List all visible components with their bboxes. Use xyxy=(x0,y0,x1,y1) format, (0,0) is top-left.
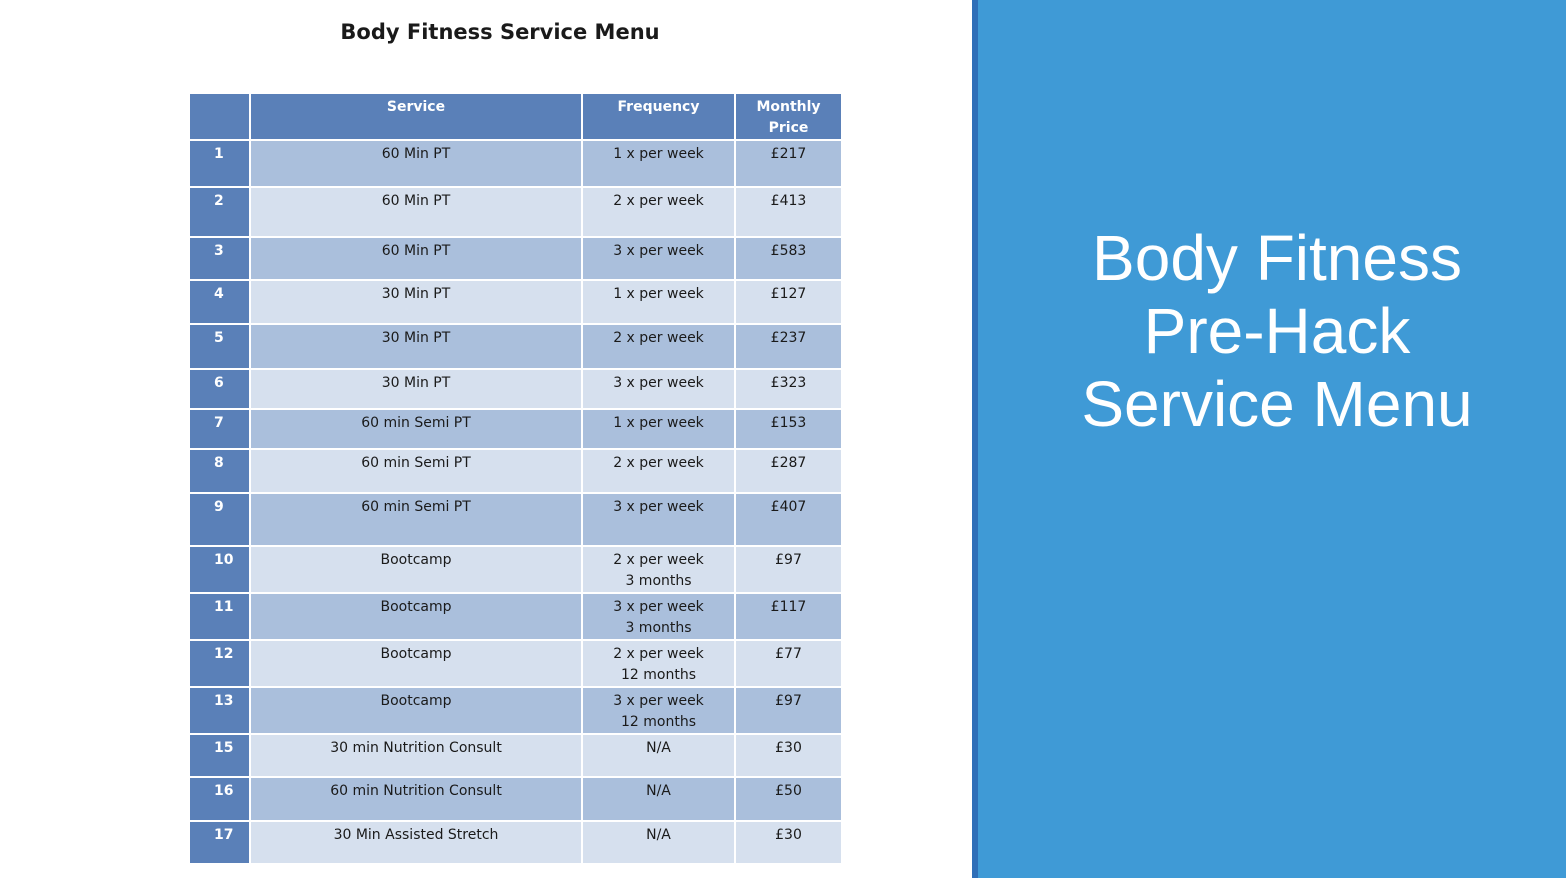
row-number: 15 xyxy=(190,734,250,777)
monthly-price: £97 xyxy=(735,546,842,593)
service-name: 60 Min PT xyxy=(250,237,582,280)
table-header-row xyxy=(190,94,842,140)
row-number: 17 xyxy=(190,821,250,864)
monthly-price: £323 xyxy=(735,369,842,409)
service-frequency: N/A xyxy=(582,734,735,777)
monthly-price: £237 xyxy=(735,324,842,369)
row-number: 16 xyxy=(190,777,250,821)
monthly-price: £127 xyxy=(735,280,842,324)
row-number: 6 xyxy=(190,369,250,409)
row-number: 10 xyxy=(190,546,250,593)
monthly-price: £583 xyxy=(735,237,842,280)
service-frequency: 2 x per week xyxy=(582,449,735,493)
row-number: 13 xyxy=(190,687,250,734)
service-frequency: 3 x per week xyxy=(582,493,735,546)
table-row xyxy=(190,187,842,237)
service-frequency: 2 x per week xyxy=(582,187,735,237)
service-menu-table xyxy=(190,94,843,865)
service-name: 60 min Semi PT xyxy=(250,493,582,546)
document-title: Body Fitness Service Menu xyxy=(340,20,660,44)
table-row xyxy=(190,546,842,593)
service-name: Bootcamp xyxy=(250,593,582,640)
row-number: 1 xyxy=(190,140,250,187)
service-name: 60 Min PT xyxy=(250,140,582,187)
table-row xyxy=(190,369,842,409)
monthly-price: £287 xyxy=(735,449,842,493)
monthly-price: £77 xyxy=(735,640,842,687)
service-name: 60 min Nutrition Consult xyxy=(250,777,582,821)
table-row xyxy=(190,449,842,493)
monthly-price: £117 xyxy=(735,593,842,640)
service-frequency: 1 x per week xyxy=(582,280,735,324)
row-number: 7 xyxy=(190,409,250,449)
table-row xyxy=(190,324,842,369)
service-frequency: 3 x per week xyxy=(582,237,735,280)
service-name: Bootcamp xyxy=(250,546,582,593)
table-row xyxy=(190,640,842,687)
table-row xyxy=(190,140,842,187)
table-row xyxy=(190,493,842,546)
slide-title-line: Pre-Hack xyxy=(1143,295,1411,367)
service-frequency: 3 x per week 12 months xyxy=(582,687,735,734)
service-name: 30 Min PT xyxy=(250,280,582,324)
row-number: 3 xyxy=(190,237,250,280)
row-number: 11 xyxy=(190,593,250,640)
monthly-price: £153 xyxy=(735,409,842,449)
service-name: Bootcamp xyxy=(250,640,582,687)
service-name: Bootcamp xyxy=(250,687,582,734)
service-frequency: 3 x per week 3 months xyxy=(582,593,735,640)
table-row xyxy=(190,821,842,864)
service-name: 60 Min PT xyxy=(250,187,582,237)
table-row xyxy=(190,777,842,821)
row-number: 5 xyxy=(190,324,250,369)
service-name: 60 min Semi PT xyxy=(250,409,582,449)
header-number xyxy=(190,94,250,140)
table-row xyxy=(190,593,842,640)
service-name: 30 min Nutrition Consult xyxy=(250,734,582,777)
monthly-price: £407 xyxy=(735,493,842,546)
table-row xyxy=(190,734,842,777)
row-number: 12 xyxy=(190,640,250,687)
monthly-price: £217 xyxy=(735,140,842,187)
table-row xyxy=(190,237,842,280)
table-body xyxy=(190,140,842,864)
header-monthly-price: Monthly Price xyxy=(735,94,842,140)
monthly-price: £50 xyxy=(735,777,842,821)
slide-title xyxy=(978,222,1566,441)
service-frequency: 3 x per week xyxy=(582,369,735,409)
service-name: 30 Min Assisted Stretch xyxy=(250,821,582,864)
service-frequency: 2 x per week 12 months xyxy=(582,640,735,687)
service-name: 60 min Semi PT xyxy=(250,449,582,493)
monthly-price: £30 xyxy=(735,734,842,777)
table-row xyxy=(190,687,842,734)
service-name: 30 Min PT xyxy=(250,369,582,409)
slide-title-panel xyxy=(978,0,1566,878)
row-number: 8 xyxy=(190,449,250,493)
header-frequency: Frequency xyxy=(582,94,735,140)
table-row xyxy=(190,409,842,449)
service-frequency: 2 x per week 3 months xyxy=(582,546,735,593)
monthly-price: £413 xyxy=(735,187,842,237)
slide-title-line: Body Fitness xyxy=(1092,222,1462,294)
row-number: 9 xyxy=(190,493,250,546)
monthly-price: £30 xyxy=(735,821,842,864)
service-name: 30 Min PT xyxy=(250,324,582,369)
slide-title-line: Service Menu xyxy=(1081,368,1473,440)
service-frequency: N/A xyxy=(582,777,735,821)
service-frequency: 1 x per week xyxy=(582,409,735,449)
service-frequency: 1 x per week xyxy=(582,140,735,187)
monthly-price: £97 xyxy=(735,687,842,734)
table-row xyxy=(190,280,842,324)
header-service: Service xyxy=(250,94,582,140)
row-number: 4 xyxy=(190,280,250,324)
row-number: 2 xyxy=(190,187,250,237)
service-frequency: N/A xyxy=(582,821,735,864)
service-frequency: 2 x per week xyxy=(582,324,735,369)
